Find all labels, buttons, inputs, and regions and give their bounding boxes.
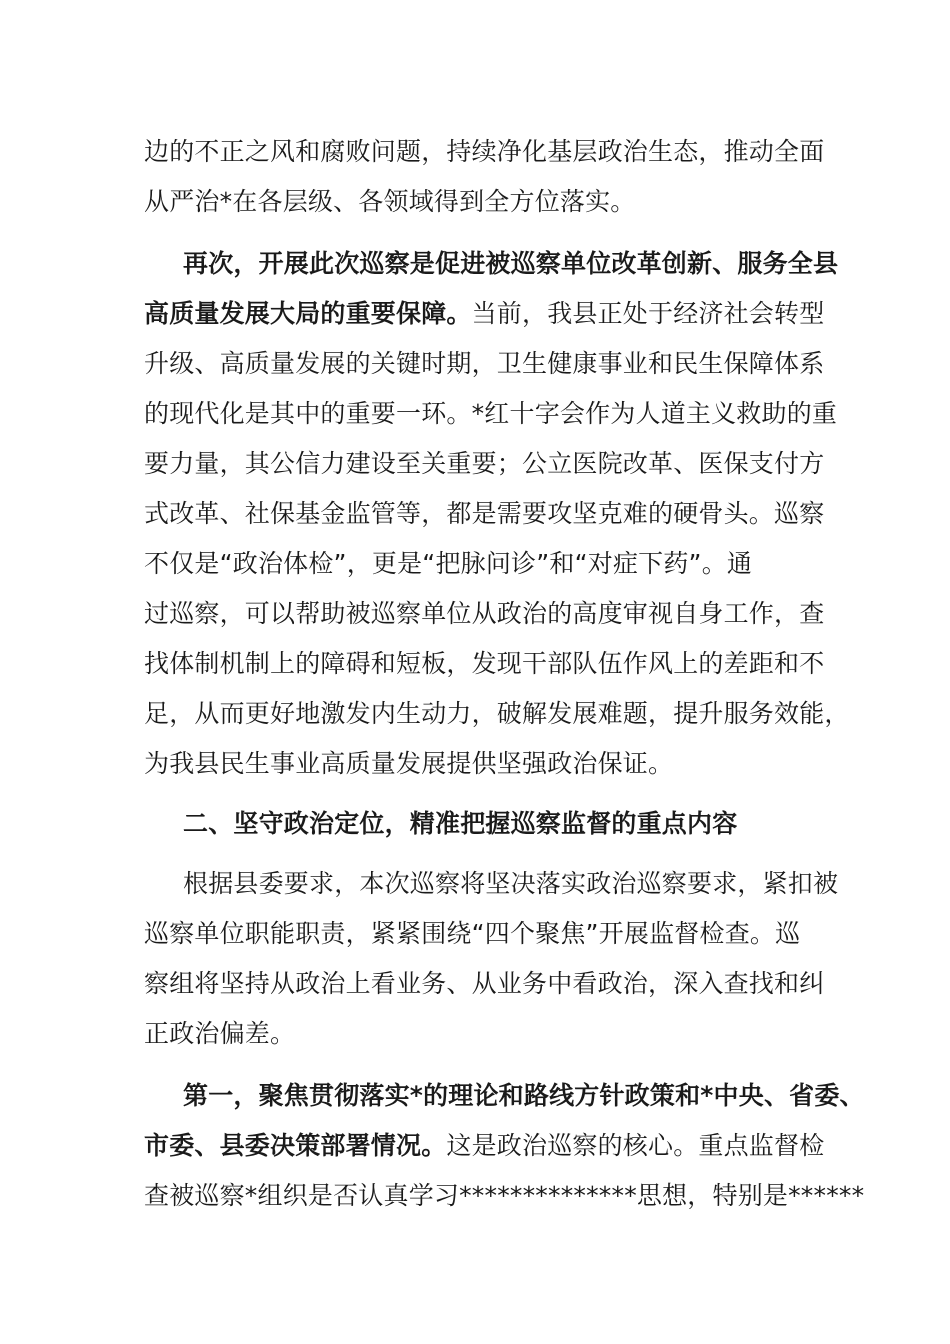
paragraph-line: 察组将坚持从政治上看业务、从业务中看政治，深入查找和纠 [144, 969, 825, 998]
paragraph-line: 为我县民生事业高质量发展提供坚强政治保证。 [144, 749, 674, 778]
paragraph-line: 升级、高质量发展的关键时期，卫生健康事业和民生保障体系 [144, 349, 825, 378]
paragraph-line: 再次，开展此次巡察是促进被巡察单位改革创新、服务全县 [183, 249, 839, 278]
paragraph-line: 足，从而更好地激发内生动力，破解发展难题，提升服务效能， [144, 699, 850, 728]
paragraph-line: 不仅是“政治体检”，更是“把脉问诊”和“对症下药”。通 [144, 549, 753, 578]
section-heading: 二、坚守政治定位，精准把握巡察监督的重点内容 [183, 809, 738, 838]
paragraph-line: 高质量发展大局的重要保障。当前，我县正处于经济社会转型 [144, 299, 825, 328]
paragraph-line: 查被巡察*组织是否认真学习**************思想，特别是****** [144, 1181, 865, 1210]
paragraph-line: 正政治偏差。 [144, 1019, 296, 1048]
paragraph-line: 式改革、社保基金监管等，都是需要攻坚克难的硬骨头。巡察 [144, 499, 825, 528]
paragraph-line: 第一，聚焦贯彻落实*的理论和路线方针政策和*中央、省委、 [183, 1081, 865, 1110]
paragraph-line: 找体制机制上的障碍和短板，发现干部队伍作风上的差距和不 [144, 649, 825, 678]
paragraph-line: 边的不正之风和腐败问题，持续净化基层政治生态，推动全面 [144, 137, 825, 166]
paragraph-line: 巡察单位职能职责，紧紧围绕“四个聚焦”开展监督检查。巡 [144, 919, 801, 948]
paragraph-line: 根据县委要求，本次巡察将坚决落实政治巡察要求，紧扣被 [183, 869, 839, 898]
paragraph-line: 要力量，其公信力建设至关重要；公立医院改革、医保支付方 [144, 449, 825, 478]
paragraph-line: 过巡察，可以帮助被巡察单位从政治的高度审视自身工作，查 [144, 599, 825, 628]
paragraph-line: 的现代化是其中的重要一环。*红十字会作为人道主义救助的重 [144, 399, 838, 428]
paragraph-line: 从严治*在各层级、各领域得到全方位落实。 [144, 187, 636, 216]
paragraph-line: 市委、县委决策部署情况。这是政治巡察的核心。重点监督检 [144, 1131, 825, 1160]
